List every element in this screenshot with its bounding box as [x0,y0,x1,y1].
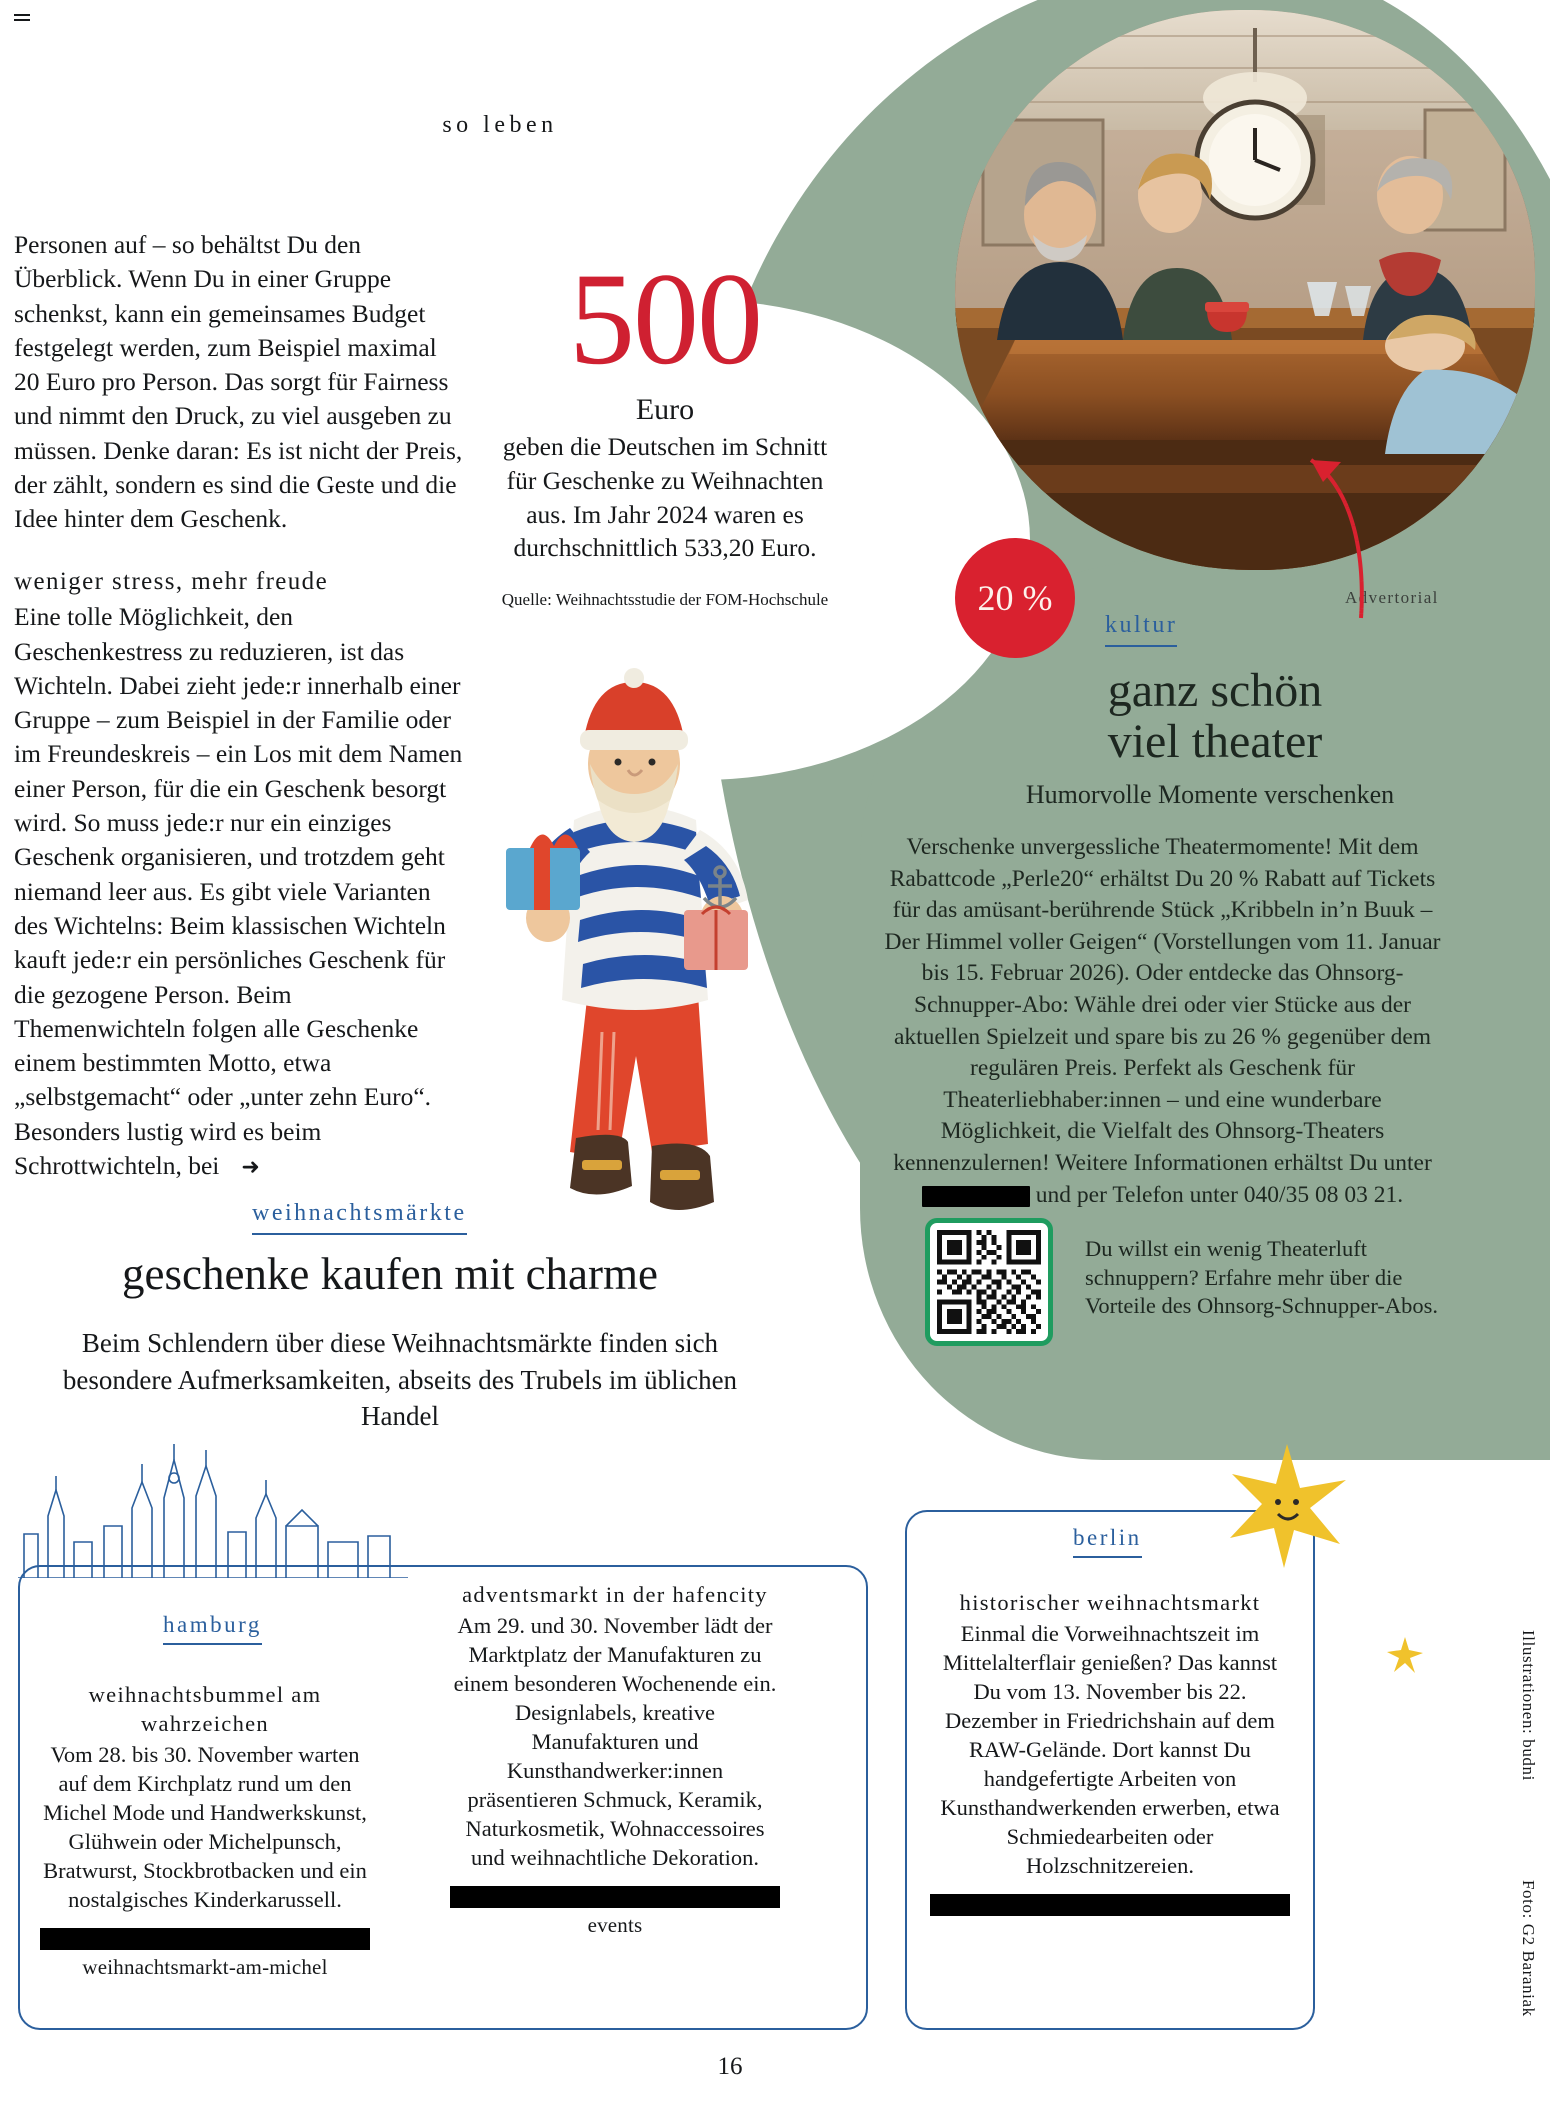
market-entry-hafencity [450,1580,780,1939]
market-entry-berlin-text: Einmal die Vorweihnachtszeit im Mittelalterflair genießen? Das kannst Du vom 13. November bis 22. Dezember in Friedrichshain auf dem RAW-Gelände. Dort kannst Du handgefertigte Arbeiten von Kunsthandwerkenden erwerben, etwa Schmiedearbeiten oder Holzschnitzereien. [940,1621,1280,1879]
star-icon-large [1222,1440,1352,1570]
continue-arrow-icon: ➜ [241,1154,260,1180]
statistic-unit: Euro [635,393,695,427]
sailor-illustration [470,660,800,1260]
market-entry-michel-title: weihnachtsbummel am wahrzeichen [88,1682,322,1737]
discount-badge: 20 % [955,538,1075,658]
market-entry-michel-link-redacted [40,1928,370,1950]
market-entry-michel [40,1680,370,1981]
statistic-number: 500 [569,245,761,392]
statistic-source: Quelle: Weihnachtsstudie der FOM-Hochschule [501,590,829,610]
credit-photo: Foto: G2 Baraniak [1519,1880,1538,2017]
market-entry-berlin [930,1588,1290,1920]
article-paragraph-2 [14,600,466,1183]
market-entry-berlin-link-redacted [930,1894,1290,1916]
category-label-kultur[interactable]: kultur [1105,612,1177,647]
advertorial-headline-line2: viel theater [1107,715,1323,769]
statistic-block [500,245,830,611]
market-entry-michel-text: Vom 28. bis 30. November warten auf dem Kirchplatz rund um den Michel Mode und Handwerkskunst, Glühwein oder Michelpunsch, Bratwurst, Stockbrotbacken und ein nostalgisches Kinderkarussell. [43,1742,367,1913]
hamburg-skyline-illustration [18,1438,408,1578]
market-entry-michel-link[interactable]: weihnachtsmarkt-am-michel [82,1955,328,1980]
qr-description: Du willst ein wenig Theaterluft schnuppern? Erfahre mehr über die Vorteile des Ohnsorg-Schnupper-Abos. [1085,1236,1439,1319]
city-label-berlin: berlin [1073,1525,1142,1558]
page-number: 16 [717,2053,743,2080]
market-entry-hafencity-link[interactable]: events [587,1913,643,1938]
redacted-url [922,1186,1030,1207]
article-subhead: weniger stress, mehr freude [14,567,329,595]
city-label-hamburg: hamburg [163,1612,262,1645]
category-label-weihnachtsmaerkte[interactable]: weihnachtsmärkte [252,1200,467,1235]
advertorial-body-tail: und per Telefon unter 040/35 08 03 21. [1035,1181,1404,1208]
markets-headline: geschenke kaufen mit charme [121,1249,658,1299]
market-entry-hafencity-title: adventsmarkt in der hafencity [462,1582,768,1607]
article-left-column [14,228,466,1211]
running-head: so leben [442,112,558,138]
advertorial-body [880,832,1445,1211]
market-entry-hafencity-text: Am 29. und 30. November lädt der Marktplatz der Manufakturen zu einem besonderen Wochenende ein. Designlabels, kreative Manufakturen und Kunsthandwerker:innen präsentieren Schmuck, Keramik, Naturkosmetik, Wohnaccessoires und weihnachtliche Dekoration. [453,1613,777,1871]
star-icon-small [1385,1635,1425,1675]
registration-mark [14,14,30,24]
statistic-description: geben die Deutschen im Schnitt für Geschenke zu Weihnachten aus. Im Jahr 2024 waren es durchschnittlich 533,20 Euro. [502,432,828,563]
article-paragraph-2-text: Eine tolle Möglichkeit, den Geschenkestress zu reduzieren, ist das Wichteln. Dabei zieht jede:r innerhalb einer Gruppe – zum Beispiel in der Familie oder im Freundeskreis – ein Los mit dem Namen einer Person, für die ein Geschenk besorgt wird. So muss jede:r nur ein einziges Geschenk organisieren, und trotzdem geht niemand leer aus. Es gibt viele Varianten des Wichtelns: Beim klassischen Wichteln kauft jede:r ein persönliches Geschenk für die gezogene Person. Beim Themenwichteln folgen alle Geschenke einem bestimmten Motto, etwa „selbstgemacht“ oder „unter zehn Euro“. Besonders lustig wird es beim Schrottwichteln, bei [14,602,463,1181]
curved-arrow-icon [1215,440,1375,630]
qr-code[interactable] [925,1218,1053,1346]
market-entry-hafencity-link-redacted [450,1886,780,1908]
market-entry-berlin-title: historischer weihnachtsmarkt [959,1590,1261,1615]
article-paragraph-1: Personen auf – so behältst Du den Überblick. Wenn Du in einer Gruppe schenkst, kann ein gemeinsames Budget festgelegt werden, zum Beispiel maximal 20 Euro pro Person. Das sorgt für Fairness und nimmt den Druck, zu viel ausgeben zu müssen. Denke daran: Es ist nicht der Preis, der zählt, sondern es sind die Geste und die Idee hinter dem Geschenk. [14,230,463,534]
advertorial-headline [905,665,1525,768]
advertorial-headline-line1: ganz schön [1107,664,1323,717]
advertorial-tag: Advertorial [1345,588,1439,607]
advertorial-body-text: Verschenke unvergessliche Theatermomente! Mit dem Rabattcode „Perle20“ erhältst Du 20 % Rabatt auf Tickets für das amüsant-berührende Stück „Kribbeln in’n Buuk – Der Himmel voller Geigen“ (Vorstellungen vom 11. Januar bis 15. Februar 2026). Oder entdecke das Ohnsorg-Schnupper-Abo: Wähle drei oder vier Stücke aus der aktuellen Spielzeit und spare bis zu 26 % gegenüber dem regulären Preis. Perfekt als Geschenk für Theaterliebhaber:innen – und eine wunderbare Möglichkeit, die Vielfalt des Ohnsorg-Theaters kennenzulernen! Weitere Informationen erhältst Du unter [884,834,1441,1176]
credit-illustration: Illustrationen: budni [1519,1630,1538,1781]
advertorial-subhead: Humorvolle Momente verschenken [1025,780,1395,809]
markets-subhead: Beim Schlendern über diese Weihnachtsmärkte finden sich besondere Aufmerksamkeiten, abseits des Trubels im üblichen Handel [62,1328,738,1432]
